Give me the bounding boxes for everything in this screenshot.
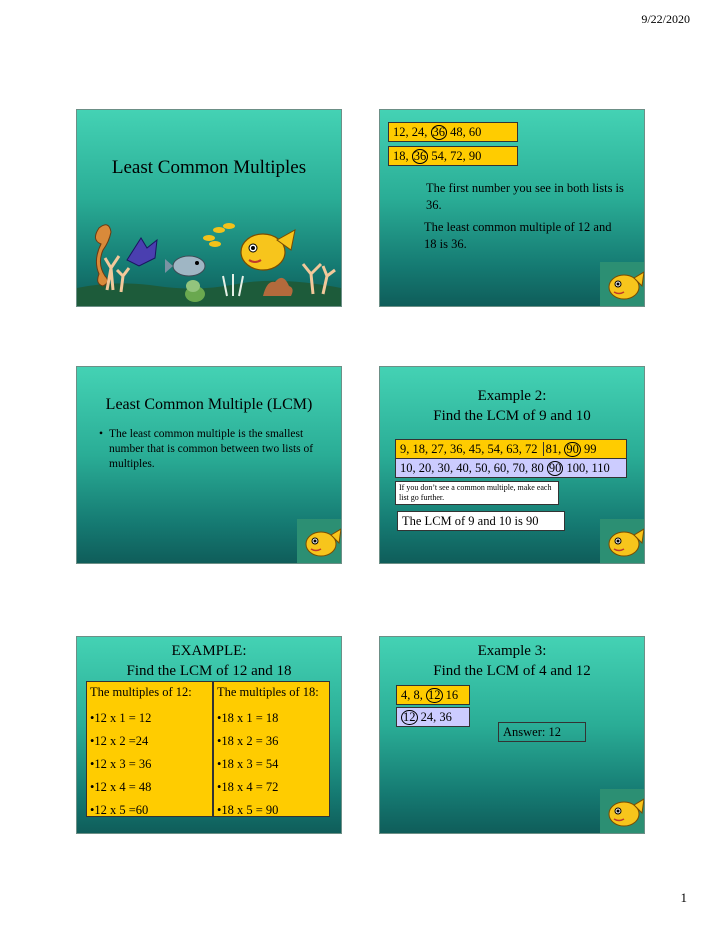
circled-common-multiple: 90 [548, 461, 562, 475]
bullet-text: The least common multiple is the smallest number that is common between two lists of multiples. [109, 428, 314, 470]
list-item: •12 x 3 = 36 [90, 757, 152, 771]
list-item: •12 x 1 = 12 [90, 711, 152, 725]
list-text: 10, 20, 30, 40, 50, 60, 70, 80 [400, 461, 544, 475]
list-text: 4, 8, [401, 688, 423, 702]
slide-6-title [380, 642, 644, 681]
page-number: 1 [680, 890, 687, 905]
title-line-2: Find the LCM of 9 and 10 [433, 407, 591, 424]
list-item: •18 x 3 = 54 [217, 757, 279, 771]
multiples-of-9-list [395, 439, 627, 459]
list-item: •18 x 5 = 90 [217, 803, 279, 817]
column-header: The multiples of 12: [90, 685, 192, 699]
note-first-common: The first number you see in both lists is 36. [426, 181, 624, 212]
multiples-of-4-list [396, 685, 470, 705]
multiples-of-12-list [388, 122, 518, 142]
list-item: •12 x 2 =24 [90, 734, 149, 748]
fish-corner-icon [600, 262, 644, 306]
list-item: •12 x 5 =60 [90, 803, 149, 817]
multiples-of-18-list [388, 146, 518, 166]
list-item: •18 x 2 = 36 [217, 734, 279, 748]
title-line-1: Example 2: [477, 388, 547, 404]
slide-1-title: Least Common Multiples [111, 157, 307, 178]
slide-1 [77, 110, 341, 306]
title-line-1: Example 3: [477, 643, 547, 659]
answer-box: The LCM of 9 and 10 is 90 [397, 511, 565, 531]
list-item: •12 x 4 = 48 [90, 780, 152, 794]
list-text: 100, 110 [566, 461, 610, 475]
slide-4-title [380, 387, 644, 426]
list-text: 18, [393, 149, 409, 163]
circled-common-multiple: 12 [403, 710, 416, 724]
slide-3 [77, 367, 341, 563]
title-line-2: Find the LCM of 4 and 12 [433, 662, 591, 679]
list-text: 24, 36 [420, 710, 452, 724]
slide-4 [380, 367, 644, 563]
answer-box: Answer: 12 [498, 722, 586, 742]
list-text: 54, 72, 90 [431, 149, 482, 163]
page-date: 9/22/2020 [641, 12, 690, 26]
multiples-of-12-list [396, 707, 470, 727]
bullet-dot: • [99, 428, 104, 440]
hint-box: If you don’t see a common multiple, make each list go further. [395, 481, 559, 505]
title-line-1: EXAMPLE: [171, 643, 247, 659]
circled-common-multiple: 36 [413, 149, 427, 163]
circled-common-multiple: 12 [428, 688, 441, 702]
column-header: The multiples of 18: [217, 685, 319, 699]
multiples-of-12-column [86, 681, 213, 817]
sea-life-illustration [77, 110, 341, 306]
list-text: 9, 18, 27, 36, 45, 54, 63, 72 [400, 442, 538, 456]
fish-corner-icon [600, 519, 644, 563]
slide-3-title: Least Common Multiple (LCM) [105, 396, 313, 413]
list-text: 48, 60 [450, 125, 482, 139]
circled-common-multiple: 90 [566, 442, 579, 456]
title-line-2: Find the LCM of 12 and 18 [126, 662, 292, 679]
list-text: 16 [445, 688, 459, 702]
list-text: 81, [545, 442, 562, 456]
slide-5 [77, 637, 341, 833]
slide-2 [380, 110, 644, 306]
fish-corner-icon [297, 519, 341, 563]
note-lcm-result: The least common multiple of 12 and 18 is 36. [424, 220, 612, 251]
list-item: •18 x 4 = 72 [217, 780, 279, 794]
definition-bullet [99, 427, 335, 472]
slide-5-title [77, 642, 341, 681]
multiples-of-10-list [395, 458, 627, 478]
circled-common-multiple: 36 [432, 125, 445, 139]
fish-corner-icon [600, 789, 644, 833]
divider [543, 442, 544, 456]
multiples-of-18-column [213, 681, 330, 817]
list-item: •18 x 1 = 18 [217, 711, 279, 725]
list-text: 12, 24, [393, 125, 428, 139]
list-text: 99 [584, 442, 597, 456]
slide-6 [380, 637, 644, 833]
